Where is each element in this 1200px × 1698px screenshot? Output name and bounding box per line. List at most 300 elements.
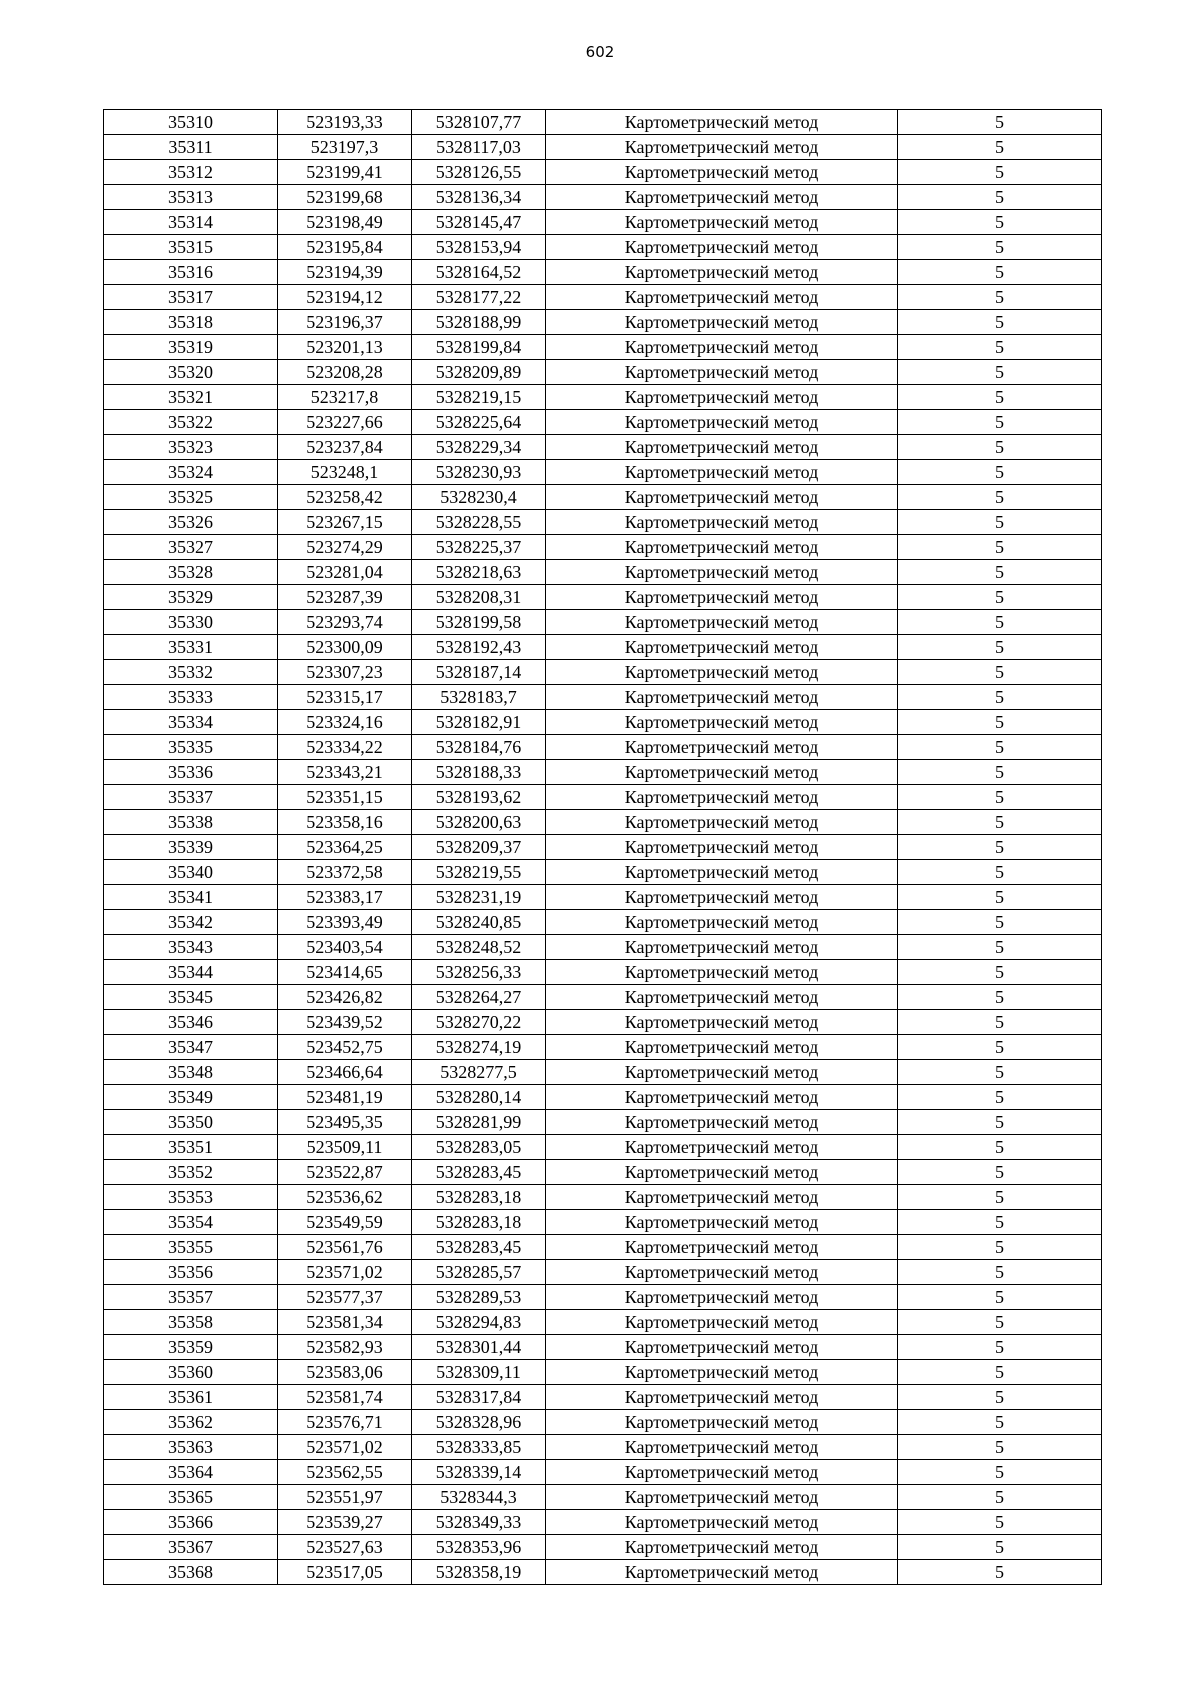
accuracy-cell: 5 — [898, 285, 1102, 310]
x-coordinate-cell: 523517,05 — [278, 1560, 412, 1585]
accuracy-cell: 5 — [898, 210, 1102, 235]
x-coordinate-cell: 523315,17 — [278, 685, 412, 710]
x-coordinate-cell: 523539,27 — [278, 1510, 412, 1535]
x-coordinate-cell: 523193,33 — [278, 110, 412, 135]
accuracy-cell: 5 — [898, 1060, 1102, 1085]
accuracy-cell: 5 — [898, 560, 1102, 585]
x-coordinate-cell: 523576,71 — [278, 1410, 412, 1435]
x-coordinate-cell: 523300,09 — [278, 635, 412, 660]
accuracy-cell: 5 — [898, 860, 1102, 885]
y-coordinate-cell: 5328231,19 — [412, 885, 546, 910]
point-number-cell: 35326 — [104, 510, 278, 535]
accuracy-cell: 5 — [898, 1360, 1102, 1385]
point-number-cell: 35328 — [104, 560, 278, 585]
table-row — [104, 860, 1102, 885]
point-number-cell: 35345 — [104, 985, 278, 1010]
y-coordinate-cell: 5328283,18 — [412, 1185, 546, 1210]
table-row — [104, 1060, 1102, 1085]
table-row — [104, 160, 1102, 185]
method-cell: Картометрический метод — [546, 1485, 898, 1510]
table-row — [104, 260, 1102, 285]
accuracy-cell: 5 — [898, 1235, 1102, 1260]
table-row — [104, 1160, 1102, 1185]
accuracy-cell: 5 — [898, 1035, 1102, 1060]
method-cell: Картометрический метод — [546, 310, 898, 335]
method-cell: Картометрический метод — [546, 435, 898, 460]
y-coordinate-cell: 5328187,14 — [412, 660, 546, 685]
y-coordinate-cell: 5328294,83 — [412, 1310, 546, 1335]
x-coordinate-cell: 523383,17 — [278, 885, 412, 910]
y-coordinate-cell: 5328281,99 — [412, 1110, 546, 1135]
accuracy-cell: 5 — [898, 935, 1102, 960]
x-coordinate-cell: 523281,04 — [278, 560, 412, 585]
method-cell: Картометрический метод — [546, 885, 898, 910]
accuracy-cell: 5 — [898, 1560, 1102, 1585]
accuracy-cell: 5 — [898, 610, 1102, 635]
accuracy-cell: 5 — [898, 1485, 1102, 1510]
y-coordinate-cell: 5328136,34 — [412, 185, 546, 210]
accuracy-cell: 5 — [898, 910, 1102, 935]
accuracy-cell: 5 — [898, 685, 1102, 710]
table-row — [104, 1360, 1102, 1385]
y-coordinate-cell: 5328107,77 — [412, 110, 546, 135]
accuracy-cell: 5 — [898, 960, 1102, 985]
x-coordinate-cell: 523201,13 — [278, 335, 412, 360]
method-cell: Картометрический метод — [546, 185, 898, 210]
table-row — [104, 385, 1102, 410]
y-coordinate-cell: 5328270,22 — [412, 1010, 546, 1035]
point-number-cell: 35343 — [104, 935, 278, 960]
y-coordinate-cell: 5328349,33 — [412, 1510, 546, 1535]
method-cell: Картометрический метод — [546, 110, 898, 135]
method-cell: Картометрический метод — [546, 410, 898, 435]
x-coordinate-cell: 523267,15 — [278, 510, 412, 535]
x-coordinate-cell: 523208,28 — [278, 360, 412, 385]
x-coordinate-cell: 523372,58 — [278, 860, 412, 885]
x-coordinate-cell: 523466,64 — [278, 1060, 412, 1085]
x-coordinate-cell: 523287,39 — [278, 585, 412, 610]
point-number-cell: 35329 — [104, 585, 278, 610]
x-coordinate-cell: 523324,16 — [278, 710, 412, 735]
x-coordinate-cell: 523358,16 — [278, 810, 412, 835]
table-row — [104, 710, 1102, 735]
x-coordinate-cell: 523551,97 — [278, 1485, 412, 1510]
y-coordinate-cell: 5328184,76 — [412, 735, 546, 760]
accuracy-cell: 5 — [898, 1435, 1102, 1460]
method-cell: Картометрический метод — [546, 1210, 898, 1235]
x-coordinate-cell: 523237,84 — [278, 435, 412, 460]
method-cell: Картометрический метод — [546, 1035, 898, 1060]
x-coordinate-cell: 523509,11 — [278, 1135, 412, 1160]
x-coordinate-cell: 523199,68 — [278, 185, 412, 210]
table-row — [104, 1110, 1102, 1135]
x-coordinate-cell: 523307,23 — [278, 660, 412, 685]
point-number-cell: 35364 — [104, 1460, 278, 1485]
y-coordinate-cell: 5328182,91 — [412, 710, 546, 735]
y-coordinate-cell: 5328353,96 — [412, 1535, 546, 1560]
accuracy-cell: 5 — [898, 1510, 1102, 1535]
method-cell: Картометрический метод — [546, 235, 898, 260]
accuracy-cell: 5 — [898, 135, 1102, 160]
y-coordinate-cell: 5328177,22 — [412, 285, 546, 310]
accuracy-cell: 5 — [898, 810, 1102, 835]
y-coordinate-cell: 5328228,55 — [412, 510, 546, 535]
table-row — [104, 310, 1102, 335]
method-cell: Картометрический метод — [546, 635, 898, 660]
y-coordinate-cell: 5328264,27 — [412, 985, 546, 1010]
y-coordinate-cell: 5328358,19 — [412, 1560, 546, 1585]
y-coordinate-cell: 5328301,44 — [412, 1335, 546, 1360]
accuracy-cell: 5 — [898, 185, 1102, 210]
method-cell: Картометрический метод — [546, 1335, 898, 1360]
accuracy-cell: 5 — [898, 885, 1102, 910]
y-coordinate-cell: 5328153,94 — [412, 235, 546, 260]
x-coordinate-cell: 523258,42 — [278, 485, 412, 510]
method-cell: Картометрический метод — [546, 1535, 898, 1560]
accuracy-cell: 5 — [898, 335, 1102, 360]
accuracy-cell: 5 — [898, 260, 1102, 285]
y-coordinate-cell: 5328219,55 — [412, 860, 546, 885]
accuracy-cell: 5 — [898, 710, 1102, 735]
table-row — [104, 285, 1102, 310]
method-cell: Картометрический метод — [546, 960, 898, 985]
x-coordinate-cell: 523293,74 — [278, 610, 412, 635]
y-coordinate-cell: 5328164,52 — [412, 260, 546, 285]
method-cell: Картометрический метод — [546, 260, 898, 285]
method-cell: Картометрический метод — [546, 685, 898, 710]
accuracy-cell: 5 — [898, 985, 1102, 1010]
method-cell: Картометрический метод — [546, 1260, 898, 1285]
point-number-cell: 35319 — [104, 335, 278, 360]
method-cell: Картометрический метод — [546, 935, 898, 960]
method-cell: Картометрический метод — [546, 335, 898, 360]
table-row — [104, 1010, 1102, 1035]
x-coordinate-cell: 523274,29 — [278, 535, 412, 560]
table-row — [104, 360, 1102, 385]
x-coordinate-cell: 523351,15 — [278, 785, 412, 810]
accuracy-cell: 5 — [898, 485, 1102, 510]
y-coordinate-cell: 5328145,47 — [412, 210, 546, 235]
page-number: 602 — [585, 43, 615, 61]
x-coordinate-cell: 523522,87 — [278, 1160, 412, 1185]
accuracy-cell: 5 — [898, 460, 1102, 485]
method-cell: Картометрический метод — [546, 985, 898, 1010]
accuracy-cell: 5 — [898, 760, 1102, 785]
x-coordinate-cell: 523571,02 — [278, 1435, 412, 1460]
x-coordinate-cell: 523414,65 — [278, 960, 412, 985]
method-cell: Картометрический метод — [546, 1385, 898, 1410]
table-row — [104, 335, 1102, 360]
point-number-cell: 35347 — [104, 1035, 278, 1060]
accuracy-cell: 5 — [898, 435, 1102, 460]
point-number-cell: 35351 — [104, 1135, 278, 1160]
table-row — [104, 1285, 1102, 1310]
point-number-cell: 35327 — [104, 535, 278, 560]
y-coordinate-cell: 5328248,52 — [412, 935, 546, 960]
accuracy-cell: 5 — [898, 1210, 1102, 1235]
y-coordinate-cell: 5328229,34 — [412, 435, 546, 460]
method-cell: Картометрический метод — [546, 160, 898, 185]
method-cell: Картометрический метод — [546, 1160, 898, 1185]
method-cell: Картометрический метод — [546, 1010, 898, 1035]
y-coordinate-cell: 5328117,03 — [412, 135, 546, 160]
method-cell: Картометрический метод — [546, 1235, 898, 1260]
accuracy-cell: 5 — [898, 310, 1102, 335]
point-number-cell: 35334 — [104, 710, 278, 735]
x-coordinate-cell: 523198,49 — [278, 210, 412, 235]
table-row — [104, 1385, 1102, 1410]
y-coordinate-cell: 5328283,45 — [412, 1160, 546, 1185]
method-cell: Картометрический метод — [546, 1185, 898, 1210]
point-number-cell: 35311 — [104, 135, 278, 160]
method-cell: Картометрический метод — [546, 560, 898, 585]
coordinates-table — [103, 109, 1102, 1585]
method-cell: Картометрический метод — [546, 210, 898, 235]
y-coordinate-cell: 5328183,7 — [412, 685, 546, 710]
x-coordinate-cell: 523582,93 — [278, 1335, 412, 1360]
x-coordinate-cell: 523452,75 — [278, 1035, 412, 1060]
table-row — [104, 785, 1102, 810]
point-number-cell: 35323 — [104, 435, 278, 460]
point-number-cell: 35314 — [104, 210, 278, 235]
y-coordinate-cell: 5328283,05 — [412, 1135, 546, 1160]
method-cell: Картометрический метод — [546, 1360, 898, 1385]
table-row — [104, 910, 1102, 935]
x-coordinate-cell: 523571,02 — [278, 1260, 412, 1285]
point-number-cell: 35322 — [104, 410, 278, 435]
accuracy-cell: 5 — [898, 385, 1102, 410]
table-row — [104, 1410, 1102, 1435]
method-cell: Картометрический метод — [546, 585, 898, 610]
y-coordinate-cell: 5328225,37 — [412, 535, 546, 560]
method-cell: Картометрический метод — [546, 785, 898, 810]
point-number-cell: 35368 — [104, 1560, 278, 1585]
point-number-cell: 35363 — [104, 1435, 278, 1460]
point-number-cell: 35312 — [104, 160, 278, 185]
method-cell: Картометрический метод — [546, 735, 898, 760]
table-row — [104, 1260, 1102, 1285]
point-number-cell: 35317 — [104, 285, 278, 310]
method-cell: Картометрический метод — [546, 1060, 898, 1085]
point-number-cell: 35333 — [104, 685, 278, 710]
x-coordinate-cell: 523393,49 — [278, 910, 412, 935]
accuracy-cell: 5 — [898, 1285, 1102, 1310]
accuracy-cell: 5 — [898, 1135, 1102, 1160]
accuracy-cell: 5 — [898, 1410, 1102, 1435]
x-coordinate-cell: 523583,06 — [278, 1360, 412, 1385]
table-row — [104, 510, 1102, 535]
point-number-cell: 35315 — [104, 235, 278, 260]
table-row — [104, 235, 1102, 260]
table-row — [104, 1560, 1102, 1585]
y-coordinate-cell: 5328230,4 — [412, 485, 546, 510]
point-number-cell: 35355 — [104, 1235, 278, 1260]
y-coordinate-cell: 5328208,31 — [412, 585, 546, 610]
point-number-cell: 35365 — [104, 1485, 278, 1510]
method-cell: Картометрический метод — [546, 1310, 898, 1335]
table-row — [104, 410, 1102, 435]
method-cell: Картометрический метод — [546, 510, 898, 535]
table-row — [104, 1460, 1102, 1485]
point-number-cell: 35354 — [104, 1210, 278, 1235]
point-number-cell: 35358 — [104, 1310, 278, 1335]
x-coordinate-cell: 523227,66 — [278, 410, 412, 435]
point-number-cell: 35357 — [104, 1285, 278, 1310]
y-coordinate-cell: 5328344,3 — [412, 1485, 546, 1510]
y-coordinate-cell: 5328225,64 — [412, 410, 546, 435]
point-number-cell: 35350 — [104, 1110, 278, 1135]
y-coordinate-cell: 5328199,58 — [412, 610, 546, 635]
accuracy-cell: 5 — [898, 1310, 1102, 1335]
point-number-cell: 35348 — [104, 1060, 278, 1085]
x-coordinate-cell: 523527,63 — [278, 1535, 412, 1560]
table-row — [104, 435, 1102, 460]
point-number-cell: 35349 — [104, 1085, 278, 1110]
table-row — [104, 1435, 1102, 1460]
point-number-cell: 35359 — [104, 1335, 278, 1360]
x-coordinate-cell: 523562,55 — [278, 1460, 412, 1485]
method-cell: Картометрический метод — [546, 135, 898, 160]
x-coordinate-cell: 523248,1 — [278, 460, 412, 485]
point-number-cell: 35352 — [104, 1160, 278, 1185]
accuracy-cell: 5 — [898, 1385, 1102, 1410]
table-row — [104, 1335, 1102, 1360]
accuracy-cell: 5 — [898, 1160, 1102, 1185]
y-coordinate-cell: 5328188,33 — [412, 760, 546, 785]
table-row — [104, 185, 1102, 210]
point-number-cell: 35346 — [104, 1010, 278, 1035]
accuracy-cell: 5 — [898, 585, 1102, 610]
point-number-cell: 35337 — [104, 785, 278, 810]
y-coordinate-cell: 5328230,93 — [412, 460, 546, 485]
point-number-cell: 35340 — [104, 860, 278, 885]
method-cell: Картометрический метод — [546, 1510, 898, 1535]
table-row — [104, 1085, 1102, 1110]
x-coordinate-cell: 523343,21 — [278, 760, 412, 785]
method-cell: Картометрический метод — [546, 485, 898, 510]
x-coordinate-cell: 523403,54 — [278, 935, 412, 960]
method-cell: Картометрический метод — [546, 610, 898, 635]
x-coordinate-cell: 523194,39 — [278, 260, 412, 285]
table-row — [104, 560, 1102, 585]
accuracy-cell: 5 — [898, 785, 1102, 810]
point-number-cell: 35325 — [104, 485, 278, 510]
accuracy-cell: 5 — [898, 660, 1102, 685]
table-row — [104, 135, 1102, 160]
table-row — [104, 610, 1102, 635]
table-row — [104, 1510, 1102, 1535]
method-cell: Картометрический метод — [546, 910, 898, 935]
table-row — [104, 810, 1102, 835]
point-number-cell: 35338 — [104, 810, 278, 835]
y-coordinate-cell: 5328199,84 — [412, 335, 546, 360]
x-coordinate-cell: 523197,3 — [278, 135, 412, 160]
y-coordinate-cell: 5328192,43 — [412, 635, 546, 660]
method-cell: Картометрический метод — [546, 460, 898, 485]
x-coordinate-cell: 523195,84 — [278, 235, 412, 260]
table-row — [104, 1310, 1102, 1335]
table-row — [104, 210, 1102, 235]
y-coordinate-cell: 5328283,45 — [412, 1235, 546, 1260]
table-row — [104, 1485, 1102, 1510]
accuracy-cell: 5 — [898, 1460, 1102, 1485]
accuracy-cell: 5 — [898, 110, 1102, 135]
y-coordinate-cell: 5328317,84 — [412, 1385, 546, 1410]
point-number-cell: 35342 — [104, 910, 278, 935]
y-coordinate-cell: 5328339,14 — [412, 1460, 546, 1485]
method-cell: Картометрический метод — [546, 1285, 898, 1310]
table-row — [104, 985, 1102, 1010]
accuracy-cell: 5 — [898, 635, 1102, 660]
point-number-cell: 35335 — [104, 735, 278, 760]
table-row — [104, 835, 1102, 860]
x-coordinate-cell: 523581,74 — [278, 1385, 412, 1410]
method-cell: Картометрический метод — [546, 860, 898, 885]
point-number-cell: 35361 — [104, 1385, 278, 1410]
y-coordinate-cell: 5328333,85 — [412, 1435, 546, 1460]
point-number-cell: 35366 — [104, 1510, 278, 1535]
y-coordinate-cell: 5328219,15 — [412, 385, 546, 410]
accuracy-cell: 5 — [898, 1110, 1102, 1135]
point-number-cell: 35318 — [104, 310, 278, 335]
x-coordinate-cell: 523196,37 — [278, 310, 412, 335]
table-row — [104, 1210, 1102, 1235]
y-coordinate-cell: 5328274,19 — [412, 1035, 546, 1060]
table-row — [104, 635, 1102, 660]
point-number-cell: 35360 — [104, 1360, 278, 1385]
x-coordinate-cell: 523481,19 — [278, 1085, 412, 1110]
accuracy-cell: 5 — [898, 1010, 1102, 1035]
table-row — [104, 460, 1102, 485]
accuracy-cell: 5 — [898, 535, 1102, 560]
method-cell: Картометрический метод — [546, 1560, 898, 1585]
coordinates-table-body — [104, 110, 1102, 1585]
y-coordinate-cell: 5328283,18 — [412, 1210, 546, 1235]
table-row — [104, 535, 1102, 560]
y-coordinate-cell: 5328209,89 — [412, 360, 546, 385]
table-row — [104, 935, 1102, 960]
method-cell: Картометрический метод — [546, 1110, 898, 1135]
method-cell: Картометрический метод — [546, 1135, 898, 1160]
method-cell: Картометрический метод — [546, 285, 898, 310]
accuracy-cell: 5 — [898, 410, 1102, 435]
table-row — [104, 660, 1102, 685]
point-number-cell: 35332 — [104, 660, 278, 685]
y-coordinate-cell: 5328280,14 — [412, 1085, 546, 1110]
point-number-cell: 35313 — [104, 185, 278, 210]
point-number-cell: 35367 — [104, 1535, 278, 1560]
accuracy-cell: 5 — [898, 1085, 1102, 1110]
table-row — [104, 1035, 1102, 1060]
table-row — [104, 760, 1102, 785]
table-row — [104, 885, 1102, 910]
table-row — [104, 1185, 1102, 1210]
accuracy-cell: 5 — [898, 160, 1102, 185]
table-row — [104, 485, 1102, 510]
x-coordinate-cell: 523199,41 — [278, 160, 412, 185]
point-number-cell: 35310 — [104, 110, 278, 135]
point-number-cell: 35356 — [104, 1260, 278, 1285]
point-number-cell: 35336 — [104, 760, 278, 785]
point-number-cell: 35331 — [104, 635, 278, 660]
table-row — [104, 110, 1102, 135]
x-coordinate-cell: 523561,76 — [278, 1235, 412, 1260]
x-coordinate-cell: 523364,25 — [278, 835, 412, 860]
point-number-cell: 35324 — [104, 460, 278, 485]
y-coordinate-cell: 5328289,53 — [412, 1285, 546, 1310]
x-coordinate-cell: 523536,62 — [278, 1185, 412, 1210]
method-cell: Картометрический метод — [546, 535, 898, 560]
